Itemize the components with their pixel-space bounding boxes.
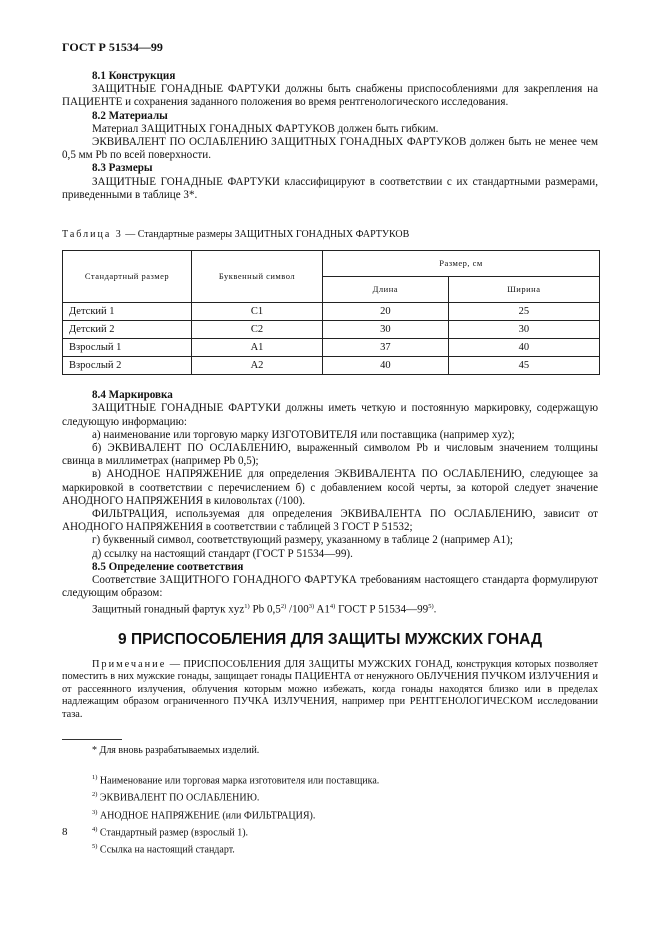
- footnotes-list: [62, 771, 598, 857]
- footnote-number: 1): [92, 774, 98, 782]
- cell-symbol: A1: [192, 339, 323, 357]
- th-standard-size: Стандартный размер: [63, 251, 192, 303]
- table-row: [63, 357, 600, 375]
- table-row: [63, 321, 600, 339]
- note-label: Примечание: [92, 658, 167, 670]
- cell-name: Детский 1: [63, 303, 192, 321]
- footnote-ref: 1): [244, 603, 250, 611]
- cell-length: 40: [323, 357, 449, 375]
- footnote-item: [92, 788, 598, 805]
- table-row: [63, 339, 600, 357]
- section-8-4-title: 8.4 Маркировка: [92, 389, 173, 402]
- th-width: Ширина: [448, 277, 599, 303]
- cell-name: Взрослый 1: [63, 339, 192, 357]
- table-row: [63, 303, 600, 321]
- footnote-item: [92, 840, 598, 857]
- th-letter-symbol: Буквенный символ: [192, 251, 323, 303]
- footnote-number: 5): [92, 842, 98, 850]
- cell-width: 25: [448, 303, 599, 321]
- section-8-1-title: 8.1 Конструкция: [92, 70, 176, 82]
- section-8-5-title: 8.5 Определение соответствия: [92, 560, 244, 573]
- sizes-table: [62, 250, 600, 375]
- cell-width: 40: [448, 339, 599, 357]
- section-8-3-text: ЗАЩИТНЫЕ ГОНАДНЫЕ ФАРТУКИ классифицируют в соответствии с их стандартными размерами, приведенными в таблице 3*.: [62, 175, 598, 201]
- footnote-number: 2): [92, 791, 98, 799]
- marking-item-v: в) АНОДНОЕ НАПРЯЖЕНИЕ для определения ЭКВИВАЛЕНТА ПО ОСЛАБЛЕНИЮ, следующее за маркировкой в соответствии с перечислением б) с добавлением косой черты, за которой следует значение АНОДНОГО НАПРЯЖЕНИЯ в киловольтах (/100).: [62, 468, 598, 507]
- marking-item-b: б) ЭКВИВАЛЕНТ ПО ОСЛАБЛЕНИЮ, выраженный символом Pb и числовым значением толщины свинца в миллиметрах (например Pb 0,5);: [62, 442, 598, 468]
- section-8-1-text: ЗАЩИТНЫЕ ГОНАДНЫЕ ФАРТУКИ должны быть снабжены приспособлениями для закрепления на ПАЦИЕНТЕ и сохранения заданного положения во время рентгенологического исследования.: [62, 83, 598, 109]
- footnote-divider: [62, 739, 122, 740]
- section-9-note: [62, 659, 598, 722]
- compliance-example: [62, 600, 598, 617]
- table-caption-text: — Стандартные размеры ЗАЩИТНЫХ ГОНАДНЫХ ФАРТУКОВ: [122, 229, 410, 241]
- page-content: [62, 70, 598, 857]
- footnote-star: * Для вновь разрабатываемых изделий.: [92, 745, 260, 757]
- footnote-number: 3): [92, 808, 98, 816]
- footnote-text: АНОДНОЕ НАПРЯЖЕНИЕ (или ФИЛЬТРАЦИЯ).: [99, 809, 316, 821]
- note-text: — ПРИСПОСОБЛЕНИЯ ДЛЯ ЗАЩИТЫ МУЖСКИХ ГОНАД, конструкция которых позволяет поместить в них мужские гонады, защищает гонады ПАЦИЕНТА от ненужного ОБЛУЧЕНИЯ ПУЧКОМ ИЗЛУЧЕНИЯ и от рассеянного излучения, облучения которым можно избежать, когда гонады находятся близко или в пределах надлежащим образом ограниченного ПУЧКА ИЗЛУЧЕНИЯ, например при РЕНТГЕНОЛОГИЧЕСКОМ исследовании таза.: [62, 658, 598, 720]
- section-8-2-p1: Материал ЗАЩИТНЫХ ГОНАДНЫХ ФАРТУКОВ должен быть гибким.: [92, 122, 439, 135]
- footnote-item: [92, 823, 598, 840]
- section-8-4-intro: ЗАЩИТНЫЕ ГОНАДНЫЕ ФАРТУКИ должны иметь четкую и постоянную маркировку, содержащую следующую информацию:: [62, 402, 598, 428]
- example-part: Защитный гонадный фартук xyz: [92, 604, 245, 617]
- th-size: Размер, см: [323, 251, 600, 277]
- marking-item-g: г) буквенный символ, соответствующий размеру, указанному в таблице 2 (например A1);: [92, 534, 514, 547]
- example-part: A1: [314, 604, 330, 617]
- footnote-text: Наименование или торговая марка изготовителя или поставщика.: [99, 775, 380, 787]
- cell-length: 30: [323, 321, 449, 339]
- cell-symbol: C1: [192, 303, 323, 321]
- example-part: /100: [286, 604, 309, 617]
- cell-symbol: C2: [192, 321, 323, 339]
- cell-length: 20: [323, 303, 449, 321]
- cell-name: Детский 2: [63, 321, 192, 339]
- footnote-ref: 3): [308, 603, 315, 611]
- footnote-ref: 5): [428, 603, 434, 611]
- page-header: ГОСТ Р 51534—99: [62, 40, 163, 54]
- footnote-item: [92, 771, 598, 788]
- footnote-text: ЭКВИВАЛЕНТ ПО ОСЛАБЛЕНИЮ.: [99, 792, 260, 804]
- footnote-number: 4): [92, 825, 98, 833]
- footnote-text: Стандартный размер (взрослый 1).: [99, 826, 249, 838]
- cell-width: 45: [448, 357, 599, 375]
- section-8-3-title: 8.3 Размеры: [92, 162, 153, 175]
- example-part: ГОСТ Р 51534—99: [335, 604, 429, 617]
- footnote-item: [92, 806, 598, 823]
- filtration-text: ФИЛЬТРАЦИЯ, используемая для определения ЭКВИВАЛЕНТА ПО ОСЛАБЛЕНИЮ, зависит от АНОДНОГО НАПРЯЖЕНИЯ в соответствии с таблицей 3 ГОСТ Р 51532;: [62, 508, 598, 534]
- cell-symbol: A2: [192, 357, 323, 375]
- section-8-2-p2: ЭКВИВАЛЕНТ ПО ОСЛАБЛЕНИЮ ЗАЩИТНЫХ ГОНАДНЫХ ФАРТУКОВ должен быть не менее чем 0,5 мм Pb по всей поверхности.: [62, 136, 598, 162]
- marking-item-a: а) наименование или торговую марку ИЗГОТОВИТЕЛЯ или поставщика (например xyz);: [92, 428, 515, 441]
- footnote-ref: 2): [280, 603, 287, 611]
- table-caption-label: Таблица 3: [62, 229, 123, 241]
- section-8-5-text: Соответствие ЗАЩИТНОГО ГОНАДНОГО ФАРТУКА требованиям настоящего стандарта формулируют следующим образом:: [62, 574, 598, 600]
- cell-name: Взрослый 2: [63, 357, 192, 375]
- example-part: Pb 0,5: [249, 604, 281, 617]
- marking-item-d: д) ссылку на настоящий стандарт (ГОСТ Р 51534—99).: [92, 547, 353, 560]
- example-part: .: [433, 604, 437, 617]
- cell-length: 37: [323, 339, 449, 357]
- section-9-title: 9 ПРИСПОСОБЛЕНИЯ ДЛЯ ЗАЩИТЫ МУЖСКИХ ГОНАД: [118, 631, 542, 649]
- footnote-text: Ссылка на настоящий стандарт.: [99, 844, 235, 856]
- table-caption: [62, 228, 598, 241]
- footnote-ref: 4): [329, 603, 336, 611]
- section-8-2-title: 8.2 Материалы: [92, 109, 168, 122]
- th-length: Длина: [323, 277, 449, 303]
- cell-width: 30: [448, 321, 599, 339]
- page-number: 8: [62, 826, 68, 838]
